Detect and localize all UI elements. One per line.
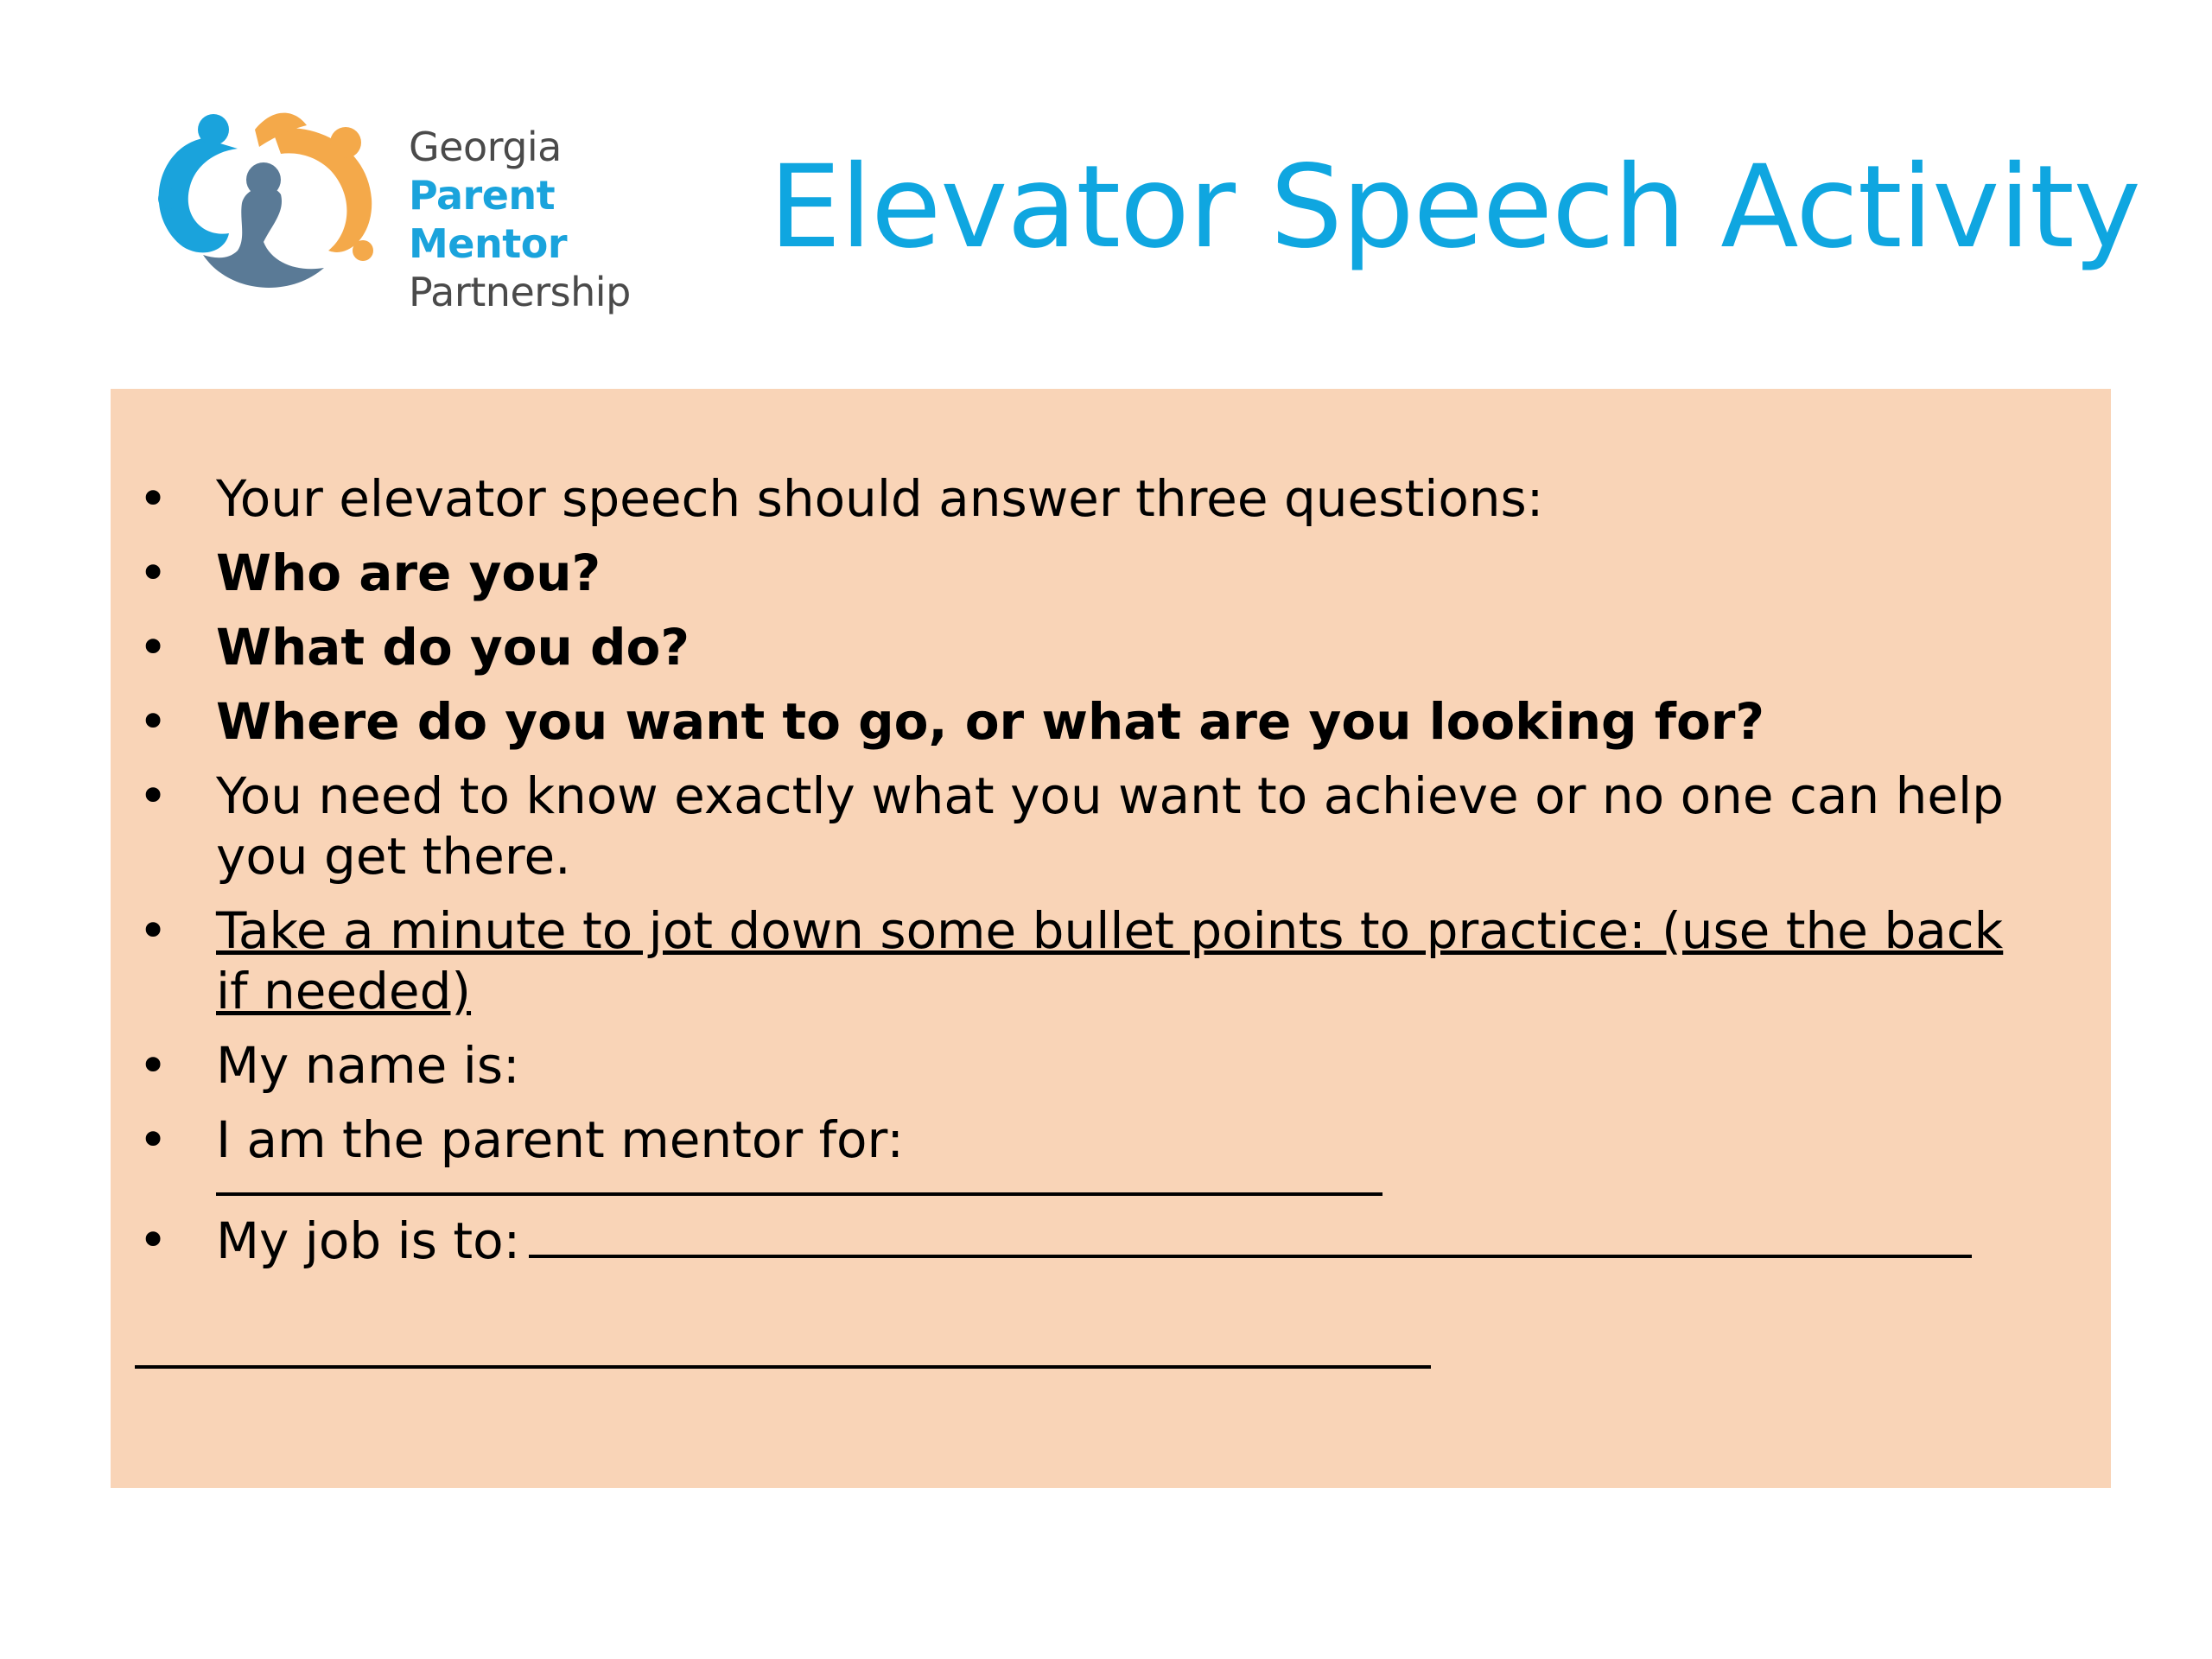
bullet-text: Who are you?	[216, 543, 601, 602]
bullet-dot: •	[138, 766, 168, 825]
logo-text	[409, 123, 696, 316]
bullet-text: Your elevator speech should answer three questions:	[216, 469, 1544, 528]
bullet-dot: •	[138, 543, 168, 602]
logo-line-georgia: Georgia	[409, 124, 562, 170]
fill-in-blank-mentor-for[interactable]	[216, 1172, 1382, 1196]
bullet-dot: •	[138, 1036, 168, 1095]
bullet-item-where	[111, 691, 2111, 752]
bullet-text: My job is to:	[216, 1211, 521, 1270]
bullet-text: You need to know exactly what you want to achieve or no one can help you get there.	[216, 766, 2004, 886]
bullet-dot: •	[138, 901, 168, 960]
bullet-text: Where do you want to go, or what are you looking for?	[216, 692, 1765, 751]
bullet-item-job	[111, 1210, 2111, 1271]
bullet-item-what	[111, 617, 2111, 677]
bullet-text: What do you do?	[216, 618, 690, 677]
bullet-item-who	[111, 543, 2111, 603]
logo-line-partnership: Partnership	[409, 269, 631, 315]
people-circle-logo-icon	[143, 104, 385, 302]
fill-in-blank-job-continued[interactable]	[135, 1365, 1431, 1369]
bullet-list	[111, 468, 2111, 1285]
fill-in-blank-job[interactable]	[529, 1210, 1972, 1258]
bullet-dot: •	[138, 469, 168, 528]
bullet-text: I am the parent mentor for:	[216, 1110, 904, 1169]
bullet-item-jot	[111, 900, 2111, 1021]
bullet-dot: •	[138, 618, 168, 677]
logo	[143, 104, 696, 315]
bullet-item-intro	[111, 468, 2111, 529]
bullet-dot: •	[138, 1211, 168, 1269]
slide-title: Elevator Speech Activity	[769, 141, 2140, 274]
content-panel	[111, 389, 2111, 1488]
bullet-item-know	[111, 766, 2111, 887]
bullet-text: Take a minute to jot down some bullet points to practice: (use the back if needed)	[216, 901, 2004, 1020]
bullet-dot: •	[138, 692, 168, 751]
bullet-item-mentor-for	[111, 1109, 2111, 1196]
bullet-item-name	[111, 1035, 2111, 1096]
bullet-text: My name is:	[216, 1036, 520, 1095]
logo-line-parent-mentor: Parent Mentor	[409, 172, 567, 267]
bullet-dot: •	[138, 1110, 168, 1169]
